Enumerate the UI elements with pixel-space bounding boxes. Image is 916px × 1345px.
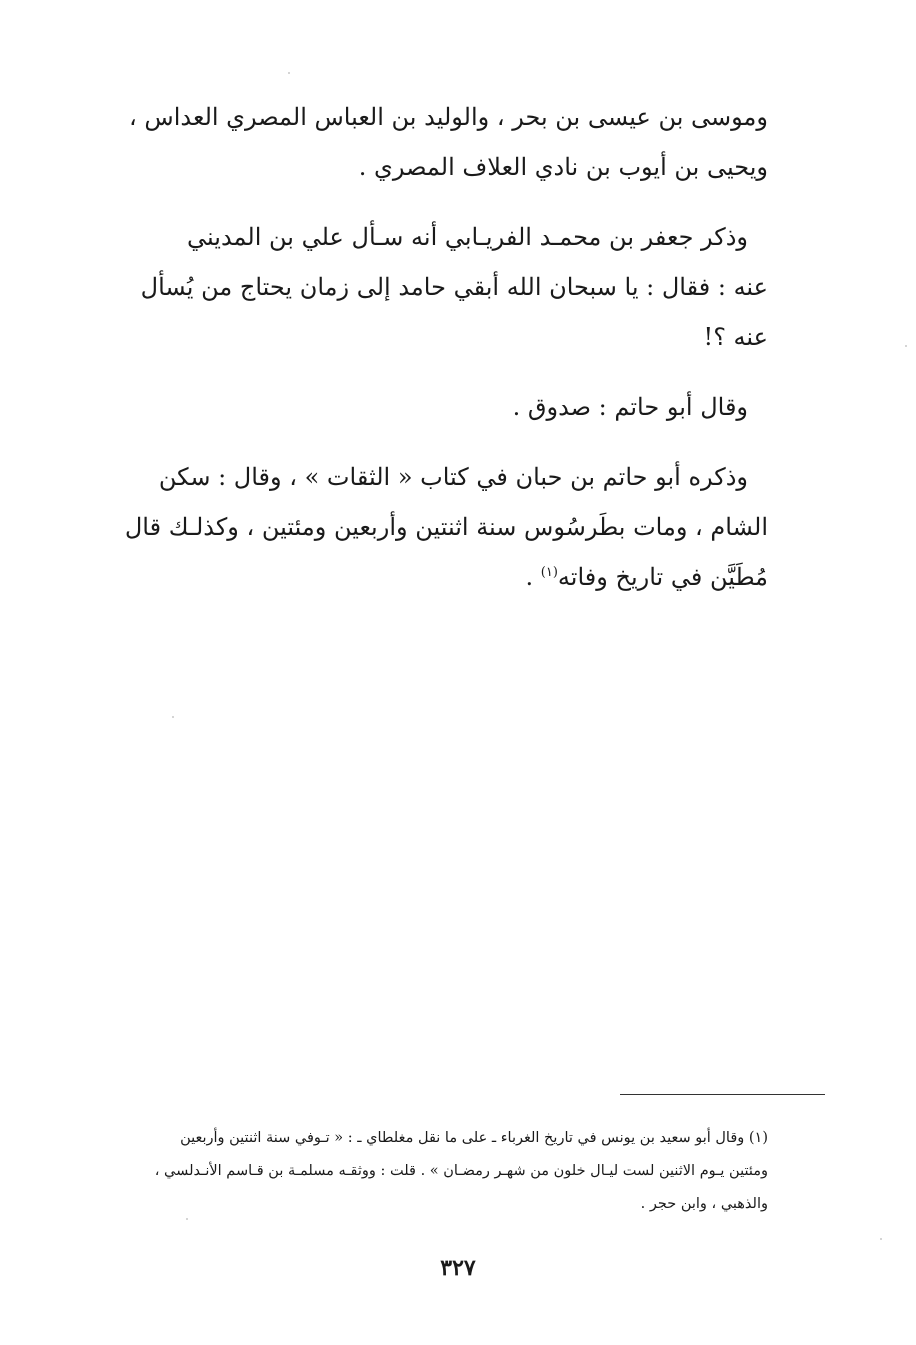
text-line: وقال أبو حاتم : صدوق . xyxy=(512,393,748,421)
text-line: الشام ، ومات بطَرسُوس سنة اثنتين وأربعين ومئتين ، وكذلـك قال xyxy=(124,513,768,541)
paragraph-2 xyxy=(140,212,768,362)
paragraph-3 xyxy=(140,382,768,432)
footnote-line: (١) وقال أبو سعيد بن يونس في تاريخ الغرباء ـ على ما نقل مغلطاي ـ : « تـوفي سنة اثنتين وأربعين xyxy=(180,1130,768,1146)
text-line: وذكره أبو حاتم بن حبان في كتاب « الثقات » ، وقال : سكن xyxy=(158,463,748,491)
footnotes xyxy=(140,1122,768,1221)
scan-speck xyxy=(288,72,290,74)
text-line: عنه : فقال : يا سبحان الله أبقي حامد إلى زمان يحتاج من يُسأل xyxy=(140,273,768,301)
text-line-last xyxy=(140,552,768,602)
text-line: وموسى بن عيسى بن بحر ، والوليد بن العباس المصري العداس ، xyxy=(129,103,768,131)
text-segment-end: . xyxy=(525,563,541,591)
scan-speck xyxy=(186,1218,188,1220)
footnote-reference[interactable]: (١) xyxy=(540,565,558,580)
text-segment: مُطَيَّن في تاريخ وفاته xyxy=(557,563,768,591)
footnote-line: والذهبي ، وابن حجر . xyxy=(640,1196,768,1212)
text-line: عنه ؟! xyxy=(703,323,768,351)
scan-speck xyxy=(905,345,907,347)
scan-speck xyxy=(172,716,174,718)
footnote-separator xyxy=(620,1094,825,1095)
page-number: ٣٢٧ xyxy=(440,1255,476,1281)
scan-speck xyxy=(880,1238,882,1240)
main-text xyxy=(124,92,768,622)
paragraph-1 xyxy=(129,92,768,192)
footnote-line: ومئتين يـوم الاثنين لست ليـال خلون من شهـر رمضـان » . قلت : ووثقـه مسلمـة بن قـاسم الأنـدلسي ، xyxy=(154,1163,768,1179)
text-line: ويحيى بن أيوب بن نادي العلاف المصري . xyxy=(358,153,768,181)
paragraph-4 xyxy=(124,452,768,602)
text-line: وذكر جعفر بن محمـد الفريـابي أنه سـأل علي بن المديني xyxy=(187,223,748,251)
